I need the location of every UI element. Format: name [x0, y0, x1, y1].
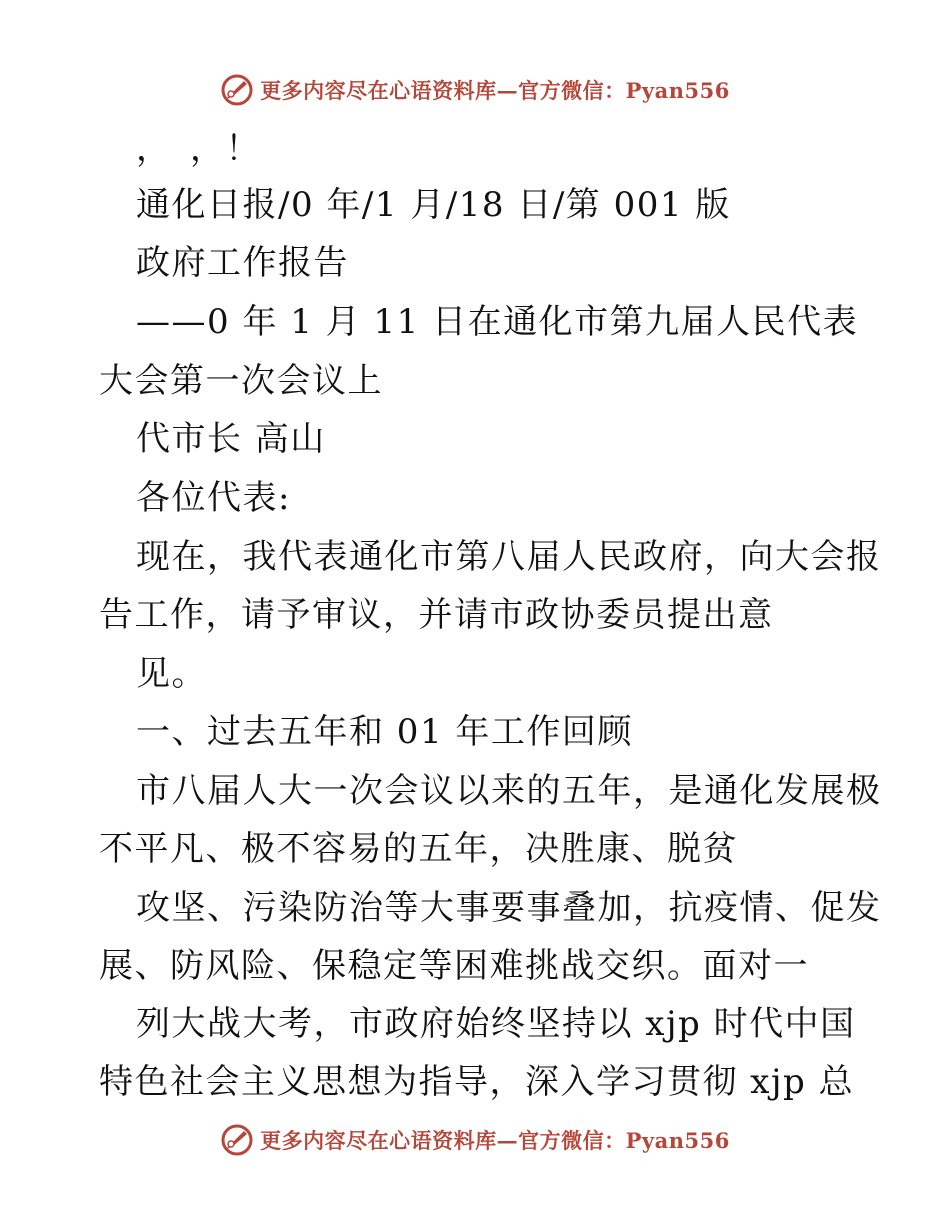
text-line: 告工作，请予审议，并请市政协委员提出意 — [99, 595, 774, 635]
watermark-banner-bottom — [0, 1122, 950, 1158]
watermark-text: 更多内容尽在心语资料库—官方微信：Pyan556 — [260, 78, 730, 103]
quill-seal-icon — [220, 1123, 254, 1157]
text-line: 各位代表: — [136, 478, 291, 518]
text-line: 代市长 高山 — [136, 419, 326, 459]
text-line: 不平凡、极不容易的五年，决胜康、脱贫 — [99, 829, 738, 869]
text-line: ——0 年 1 月 11 日在通化市第九届人民代表 — [136, 302, 859, 342]
quill-seal-icon — [220, 73, 254, 107]
text-line: 展、防风险、保稳定等困难挑战交织。面对一 — [99, 946, 809, 986]
text-line: 政府工作报告 — [136, 243, 349, 283]
text-line: 特色社会主义思想为指导，深入学习贯彻 xjp 总 — [99, 1062, 855, 1102]
text-line: 市八届人大一次会议以来的五年，是通化发展极 — [136, 771, 882, 811]
text-line: 攻坚、污染防治等大事要事叠加，抗疫情、促发 — [136, 888, 882, 928]
text-line: ， ，！ — [136, 129, 261, 169]
text-line: 大会第一次会议上 — [99, 361, 383, 401]
text-line: 现在，我代表通化市第八届人民政府，向大会报 — [136, 537, 882, 577]
watermark-text: 更多内容尽在心语资料库—官方微信：Pyan556 — [260, 1128, 730, 1153]
watermark-banner-top — [0, 72, 950, 108]
text-line: 见。 — [136, 654, 207, 694]
text-line: 通化日报/0 年/1 月/18 日/第 001 版 — [136, 185, 731, 225]
text-line: 一、过去五年和 01 年工作回顾 — [136, 712, 633, 752]
text-line: 列大战大考，市政府始终坚持以 xjp 时代中国 — [136, 1004, 856, 1044]
